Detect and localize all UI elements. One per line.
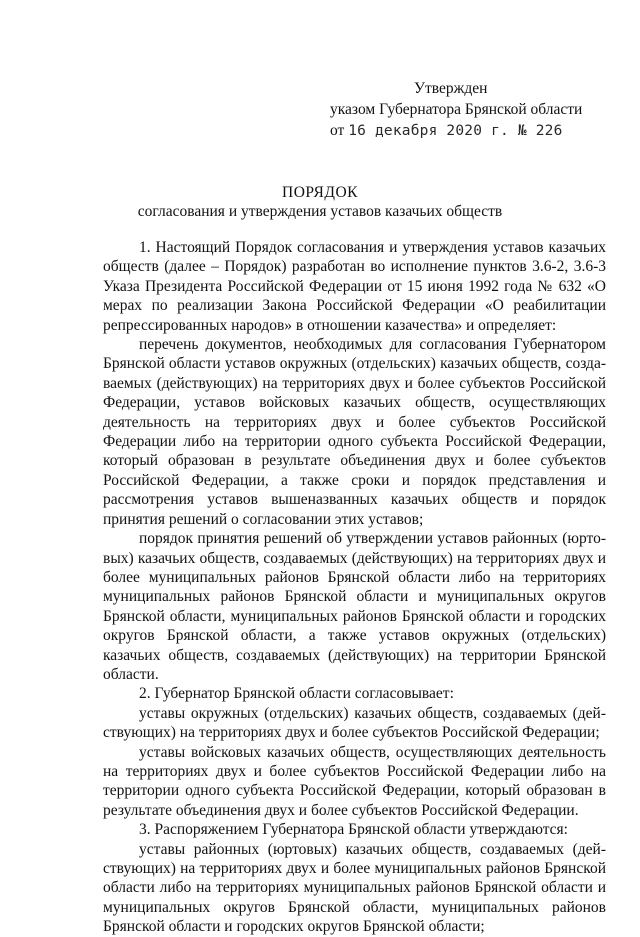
approval-date-number: 16 декабря 2020 г. № 226 xyxy=(348,123,563,139)
paragraph-5: уставы окружных (отдельских) казачьих обществ, создаваемых (действующих) на территориях двух и более субъектов Российской Федерации; xyxy=(103,704,606,742)
paragraph-6: уставы войсковых казачьих обществ, осуществляющих деятельность на территориях двух и более субъектов Российской Федерации либо на территории одного субъекта Российской Федерации, который образован в результате объединения двух и более субъектов Российской Федерации. xyxy=(103,743,606,819)
approval-line-date xyxy=(330,120,620,142)
approval-stamp-block xyxy=(330,78,620,142)
document-title: ПОРЯДОК xyxy=(282,184,358,201)
paragraph-3: порядок принятия решений об утверждении уставов районных (юртовых) казачьих обществ, создаваемых (действующих) на территориях двух и более муниципальных районов Брянской области либо на территориях муниципальных районов Брянской области и муниципальных округов Брянской области, муниципальных районов Брянской области и городских округов Брянской области, а также уставов окружных (отдельских) казачьих обществ, создаваемых (действующих) на территории Брянской области. xyxy=(103,530,606,683)
approval-date-prefix: от xyxy=(330,122,345,139)
paragraph-4: 2. Губернатор Брянской области согласовывает: xyxy=(139,685,454,703)
paragraph-2: перечень документов, необходимых для согласования Губернатором Брянской области уставов окружных (отдельских) казачьих обществ, создаваемых (действующих) на территориях двух и более субъектов Российской Федерации, уставов войсковых казачьих обществ, осуществляющих деятельность на территориях двух и более субъектов Российской Федерации либо на территории одного субъекта Российской Федерации, который образован в результате объединения двух и более субъектов Российской Федерации, а также сроки и порядок представления и рассмотрения уставов вышеназванных казачьих обществ и порядок принятия решений о согласовании этих уставов; xyxy=(103,336,606,528)
document-body xyxy=(103,238,606,937)
document-subtitle: согласования и утверждения уставов казачьих обществ xyxy=(137,203,503,220)
paragraph-1: 1. Настоящий Порядок согласования и утверждения уставов казачьих обществ (далее – Порядок) разработан во исполнение пунктов 3.6-2, 3.6-3 Указа Президента Российской Федерации от 15 июня 1992 года № 632 «О мерах по реализации Закона Российской Федерации «О реабилитации репрессированных народов» в отношении казачества» и определяет: xyxy=(103,239,606,334)
approval-line-decree: указом Губернатора Брянской области xyxy=(330,101,583,118)
paragraph-8: уставы районных (юртовых) казачьих обществ, создаваемых (действующих) на территориях двух и более муниципальных районов Брянской области либо на территориях муниципальных районов Брянской области и муниципальных округов Брянской области, муниципальных районов Брянской области и городских округов Брянской области; xyxy=(103,840,606,936)
paragraph-7: 3. Распоряжением Губернатора Брянской области утверждаются: xyxy=(139,821,568,839)
approval-line-approved: Утвержден xyxy=(414,80,488,97)
